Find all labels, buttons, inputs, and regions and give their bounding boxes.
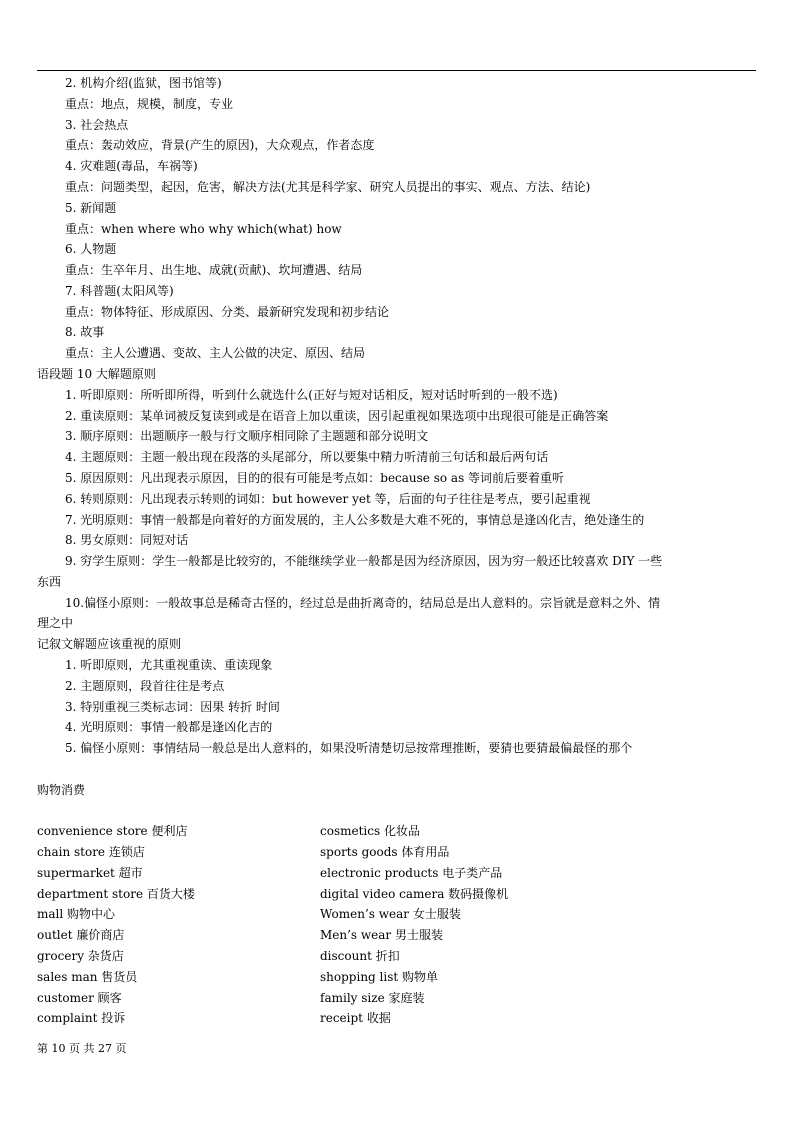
page-number: 第 10 页 共 27 页 xyxy=(37,1042,127,1055)
topic-3-title: 3. 社会热点 xyxy=(65,118,129,132)
vocab-right-item: Men’s wear 男士服装 xyxy=(320,928,443,942)
vocab-left-item: convenience store 便利店 xyxy=(37,824,188,838)
section2-heading: 语段题 10 大解题原则 xyxy=(37,367,156,381)
vocab-right-item: digital video camera 数码摄像机 xyxy=(320,887,509,901)
vocab-right-item: receipt 收据 xyxy=(320,1011,391,1025)
header-rule xyxy=(37,70,756,71)
principle-9-line2: 东西 xyxy=(37,575,62,589)
vocab-right-item: cosmetics 化妆品 xyxy=(320,824,420,838)
topic-5-title: 5. 新闻题 xyxy=(65,201,117,215)
narrative-principle-1: 1. 听即原则，尤其重视重读、重读现象 xyxy=(65,658,273,672)
principle-5: 5. 原因原则：凡出现表示原因，目的的很有可能是考点如：because so as 等词前后要着重听 xyxy=(65,471,565,485)
vocab-left-item: department store 百货大楼 xyxy=(37,887,195,901)
vocab-right-item: electronic products 电子类产品 xyxy=(320,866,503,880)
topic-7-key: 重点：物体特征、形成原因、分类、最新研究发现和初步结论 xyxy=(65,305,390,319)
vocab-left-item: customer 顾客 xyxy=(37,991,122,1005)
vocab-right-item: family size 家庭装 xyxy=(320,991,425,1005)
principle-3: 3. 顺序原则：出题顺序一般与行文顺序相同除了主题题和部分说明文 xyxy=(65,429,429,443)
topic-4-key: 重点：问题类型，起因，危害，解决方法(尤其是科学家、研究人员提出的事实、观点、方法、结论) xyxy=(65,180,591,194)
vocab-right-item: sports goods 体育用品 xyxy=(320,845,450,859)
principle-2: 2. 重读原则：某单词被反复读到或是在语音上加以重读，因引起重视如果选项中出现很可能是正确答案 xyxy=(65,409,609,423)
vocab-left-item: sales man 售货员 xyxy=(37,970,138,984)
principle-8: 8. 男女原则：同短对话 xyxy=(65,533,189,547)
section3-heading: 记叙文解题应该重视的原则 xyxy=(37,637,182,651)
narrative-principle-2: 2. 主题原则，段首往往是考点 xyxy=(65,679,225,693)
principle-4: 4. 主题原则：主题一般出现在段落的头尾部分，所以要集中精力听清前三句话和最后两句话 xyxy=(65,450,549,464)
vocab-left-item: supermarket 超市 xyxy=(37,866,143,880)
vocab-right-item: Women’s wear 女士服装 xyxy=(320,907,461,921)
topic-7-title: 7. 科普题(太阳风等) xyxy=(65,284,174,298)
vocab-left-item: complaint 投诉 xyxy=(37,1011,126,1025)
principle-6: 6. 转则原则：凡出现表示转则的词如：but however yet 等，后面的句子往往是考点，要引起重视 xyxy=(65,492,591,506)
vocab-left-item: chain store 连锁店 xyxy=(37,845,145,859)
vocab-left-item: grocery 杂货店 xyxy=(37,949,124,963)
topic-5-key: 重点：when where who why which(what) how xyxy=(65,222,342,236)
topic-4-title: 4. 灾难题(毒品，车祸等) xyxy=(65,159,198,173)
principle-1: 1. 听即原则：所听即所得，听到什么就选什么(正好与短对话相反，短对话时听到的一般不选) xyxy=(65,388,558,402)
narrative-principle-5: 5. 偏怪小原则：事情结局一般总是出人意料的，如果没听清楚切忌按常理推断，要猜也要猜最偏最怪的那个 xyxy=(65,741,633,755)
vocab-left-item: outlet 廉价商店 xyxy=(37,928,125,942)
vocab-right-item: discount 折扣 xyxy=(320,949,400,963)
principle-10-line2: 理之中 xyxy=(37,616,74,630)
vocab-heading: 购物消费 xyxy=(37,783,86,797)
principle-10-line1: 10.偏怪小原则：一般故事总是稀奇古怪的，经过总是曲折离奇的，结局总是出人意料的。宗旨就是意料之外、情 xyxy=(65,596,661,610)
topic-8-key: 重点：主人公遭遇、变故、主人公做的决定、原因、结局 xyxy=(65,346,366,360)
topic-3-key: 重点：轰动效应，背景(产生的原因)，大众观点，作者态度 xyxy=(65,138,375,152)
principle-7: 7. 光明原则：事情一般都是向着好的方面发展的，主人公多数是大难不死的，事情总是逢凶化吉，绝处逢生的 xyxy=(65,513,645,527)
topic-6-key: 重点：生卒年月、出生地、成就(贡献)、坎坷遭遇、结局 xyxy=(65,263,363,277)
vocab-right-item: shopping list 购物单 xyxy=(320,970,439,984)
narrative-principle-4: 4. 光明原则：事情一般都是逢凶化吉的 xyxy=(65,720,273,734)
vocab-left-item: mall 购物中心 xyxy=(37,907,116,921)
topic-8-title: 8. 故事 xyxy=(65,325,105,339)
principle-9-line1: 9. 穷学生原则：学生一般都是比较穷的，不能继续学业一般都是因为经济原因，因为穷一般还比较喜欢 DIY 一些 xyxy=(65,554,663,568)
topic-2-key: 重点：地点，规模，制度，专业 xyxy=(65,97,234,111)
topic-2-title: 2. 机构介绍(监狱，图书馆等) xyxy=(65,76,222,90)
topic-6-title: 6. 人物题 xyxy=(65,242,117,256)
narrative-principle-3: 3. 特别重视三类标志词：因果 转折 时间 xyxy=(65,700,280,714)
